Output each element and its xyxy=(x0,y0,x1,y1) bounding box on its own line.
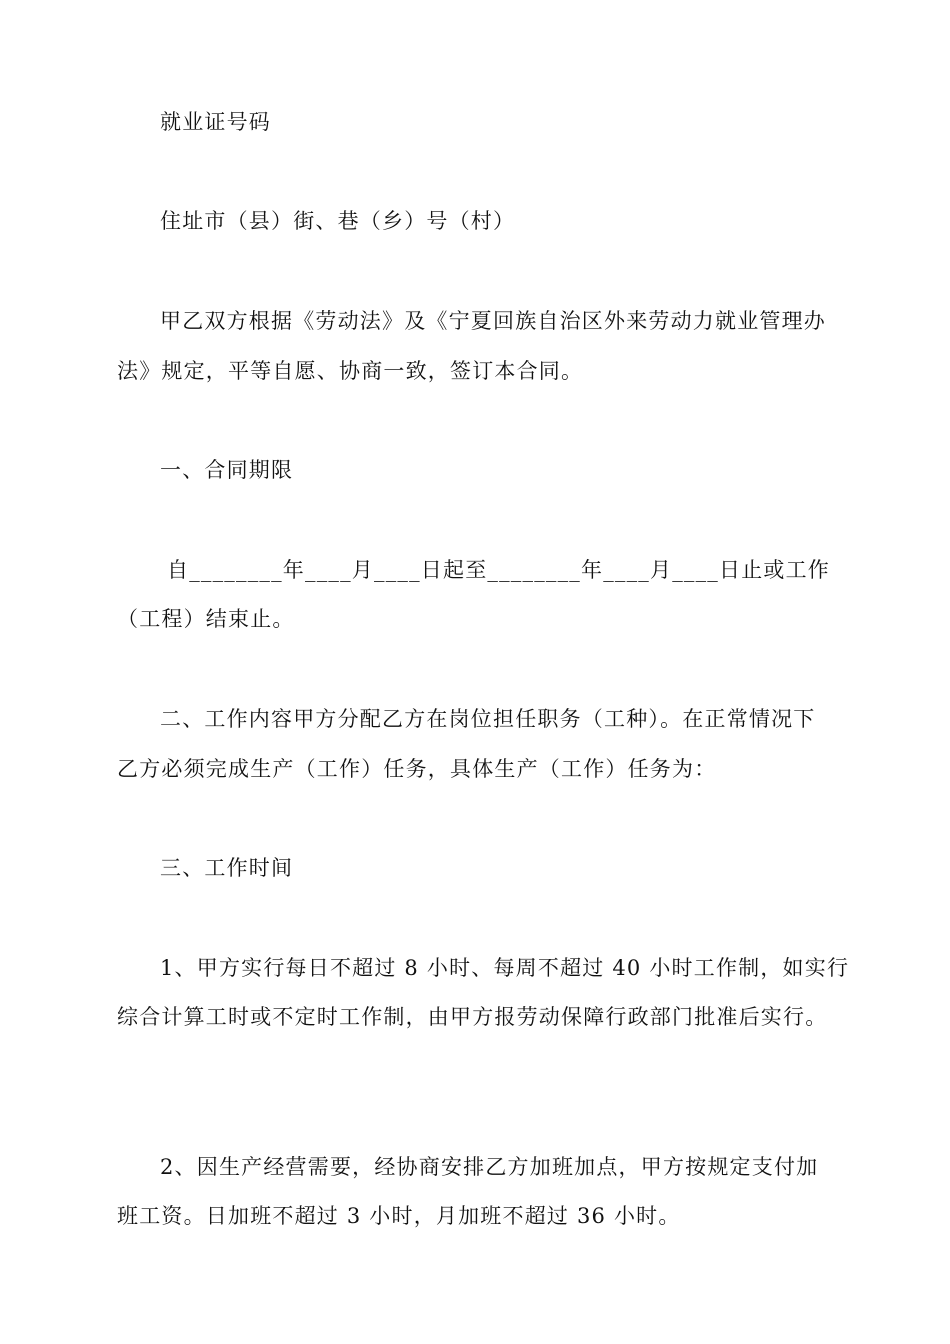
intro-line-2: 法》规定，平等自愿、协商一致，签订本合同。 xyxy=(117,359,584,383)
section2-line-2: 乙方必须完成生产（工作）任务，具体生产（工作）任务为： xyxy=(117,757,717,781)
intro-line-1: 甲乙双方根据《劳动法》及《宁夏回族自治区外来劳动力就业管理办 xyxy=(160,309,826,333)
section1-line-1: 自________年____月____日起至________年____月____日止或工作 xyxy=(167,558,830,582)
address-line: 住址市（县）街、巷（乡）号（村） xyxy=(160,209,516,233)
section3-heading: 三、工作时间 xyxy=(160,856,294,880)
section1-line-2: （工程）结束止。 xyxy=(117,607,295,631)
section2-line-1: 二、工作内容甲方分配乙方在岗位担任职务（工种）。在正常情况下 xyxy=(160,707,816,731)
employment-cert-line: 就业证号码 xyxy=(160,110,271,134)
section3-item2-line-2: 班工资。日加班不超过 3 小时，月加班不超过 36 小时。 xyxy=(117,1204,681,1228)
section1-heading: 一、合同期限 xyxy=(160,458,294,482)
section3-item1-line-1: 1、甲方实行每日不超过 8 小时、每周不超过 40 小时工作制，如实行 xyxy=(160,956,850,980)
section3-item1-line-2: 综合计算工时或不定时工作制，由甲方报劳动保障行政部门批准后实行。 xyxy=(117,1005,828,1029)
section3-item2-line-1: 2、因生产经营需要，经协商安排乙方加班加点，甲方按规定支付加 xyxy=(160,1155,819,1179)
